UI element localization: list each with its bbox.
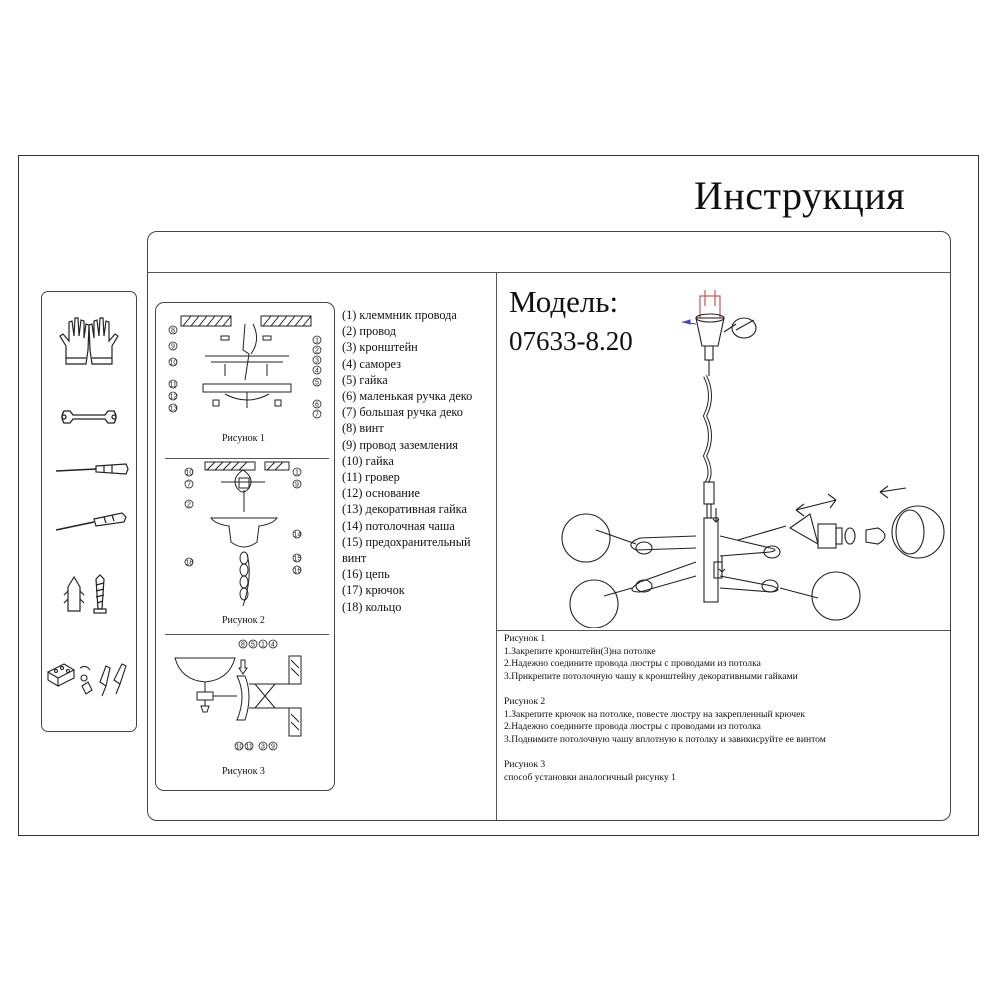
tools-panel	[41, 291, 137, 732]
svg-text:8: 8	[241, 641, 245, 649]
instructions-fig2-title: Рисунок 2	[504, 695, 546, 707]
parts-list-item: (2) провод	[342, 324, 397, 339]
svg-text:9: 9	[295, 481, 299, 489]
page-title: Инструкция	[694, 173, 906, 218]
instructions-step: способ установки аналогичный рисунку 1	[504, 771, 676, 783]
divider-instructions	[496, 630, 950, 631]
chandelier-drawing	[500, 276, 948, 628]
svg-text:1: 1	[261, 641, 265, 649]
screwdriver-icon	[42, 455, 136, 515]
figure-3-drawing	[165, 636, 330, 766]
figure-2-drawing	[165, 460, 330, 615]
svg-text:3: 3	[315, 357, 319, 365]
figure-1-caption: Рисунок 1	[222, 433, 265, 444]
svg-text:14: 14	[293, 531, 302, 539]
parts-list-item: (6) маленькая ручка деко	[342, 389, 473, 404]
svg-text:3: 3	[261, 743, 265, 751]
instructions-step: 2.Надежно соедините провода люстры с проводами из потолка	[504, 658, 761, 670]
divider-top	[148, 272, 950, 273]
parts-list-item: (15) предохранительный	[342, 534, 471, 549]
figure-2-caption: Рисунок 2	[222, 615, 265, 626]
svg-text:13: 13	[169, 405, 178, 413]
svg-text:7: 7	[187, 481, 191, 489]
parts-list-item: (5) гайка	[342, 372, 388, 387]
instructions-step: 1.Закрепите крючок на потолке, повесте люстру на закрепленный крючек	[504, 708, 806, 720]
model-label: Модель:	[509, 284, 619, 319]
figure-3-caption: Рисунок 3	[222, 766, 265, 777]
parts-list-item: (9) провод заземления	[342, 437, 458, 452]
parts-list-item: (10) гайка	[342, 453, 394, 468]
svg-text:9: 9	[271, 743, 275, 751]
instructions-step: 1.Закрепите кронштейн(3)на потолке	[504, 645, 656, 657]
svg-text:4: 4	[315, 367, 319, 375]
parts-list-item: (3) кронштейн	[342, 340, 418, 355]
instructions-step: 3.Поднимите потолочную чашу вплотную к потолку и завикисруйте ее винтом	[504, 733, 826, 745]
instructions-step: 3.Прикрепите потолочную чашу к кронштейну декоративными гайками	[504, 670, 798, 682]
parts-list-item: (11) гровер	[342, 470, 400, 485]
svg-text:2: 2	[187, 501, 191, 509]
parts-list-item: (14) потолочная чаша	[342, 518, 455, 533]
svg-text:10: 10	[235, 743, 244, 751]
parts-list-item: винт	[342, 551, 367, 566]
svg-text:1: 1	[295, 469, 299, 477]
parts-list-item: (17) крючок	[342, 583, 405, 598]
terminal-blocks-icon	[42, 652, 136, 712]
svg-text:11: 11	[169, 381, 177, 389]
svg-text:6: 6	[315, 401, 319, 409]
svg-text:8: 8	[171, 327, 175, 335]
svg-text:5: 5	[315, 379, 319, 387]
svg-text:2: 2	[315, 347, 319, 355]
figure-1-drawing	[165, 310, 330, 450]
parts-list-item: (4) саморез	[342, 356, 402, 371]
svg-text:16: 16	[293, 567, 302, 575]
parts-list-item: (18) кольцо	[342, 599, 402, 614]
svg-text:5: 5	[251, 641, 255, 649]
svg-text:15: 15	[293, 555, 302, 563]
wrench-icon	[42, 387, 136, 447]
svg-text:1: 1	[315, 337, 319, 345]
svg-text:11: 11	[245, 743, 253, 751]
svg-text:10: 10	[185, 469, 194, 477]
instructions-fig1-title: Рисунок 1	[504, 633, 546, 644]
svg-text:10: 10	[169, 359, 178, 367]
parts-list-item: (13) декоративная гайка	[342, 502, 467, 517]
instructions-fig3-title: Рисунок 3	[504, 758, 546, 770]
phillips-screwdriver-icon	[42, 510, 136, 570]
instructions-step: 2.Надежно соедините провода люстры с проводами из потолка	[504, 721, 761, 733]
figure-divider-2	[165, 634, 329, 635]
figure-divider-1	[165, 458, 329, 459]
gloves-icon	[42, 310, 136, 370]
parts-list-item: (16) цепь	[342, 567, 390, 582]
parts-list-item: (12) основание	[342, 486, 420, 501]
parts-list-item: (1) клеммник провода	[342, 308, 457, 322]
svg-text:7: 7	[315, 411, 319, 419]
parts-list-item: (8) винт	[342, 421, 384, 436]
parts-list-item: (7) большая ручка деко	[342, 405, 463, 420]
svg-text:12: 12	[169, 393, 178, 401]
instructions-block	[504, 633, 826, 784]
parts-list	[342, 307, 472, 615]
divider-vertical	[496, 272, 497, 820]
svg-text:18: 18	[185, 559, 194, 567]
svg-text:4: 4	[271, 641, 275, 649]
model-number: 07633-8.20	[509, 326, 633, 356]
svg-text:9: 9	[171, 343, 175, 351]
anchor-screw-icon	[42, 567, 136, 627]
